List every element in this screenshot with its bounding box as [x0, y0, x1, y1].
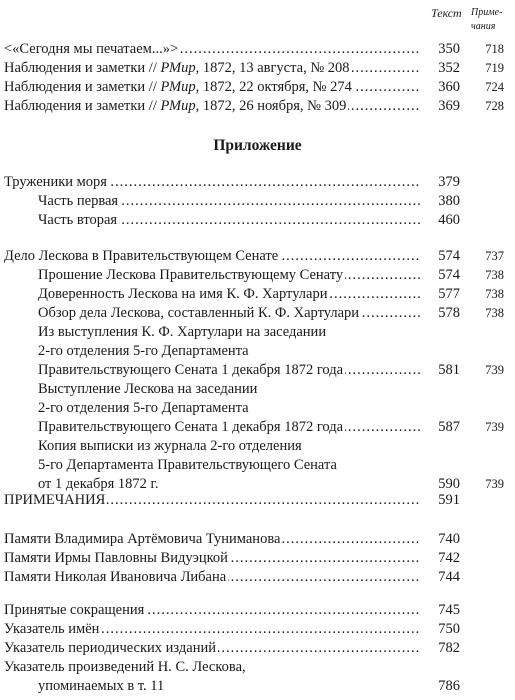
- text-column-header: Текст: [431, 6, 462, 20]
- entry-title: Принятые сокращения: [4, 602, 145, 618]
- toc-entry: [0, 173, 515, 192]
- entry-page: 350: [438, 41, 460, 57]
- entry-title-line: Указатель произведений Н. С. Лескова,: [4, 659, 246, 675]
- entry-note: 719: [485, 61, 504, 75]
- entry-title-line: Копия выписки из журнала 2-го отделения: [38, 438, 302, 454]
- entry-note: 728: [485, 99, 504, 113]
- entry-page: 577: [438, 286, 460, 302]
- appendix-heading: Приложение: [213, 137, 302, 154]
- entry-page: 740: [438, 531, 460, 547]
- entry-title: Доверенность Лескова на имя К. Ф. Хартулари: [38, 286, 328, 302]
- entry-title: Наблюдения и заметки // РМир, 1872, 26 ноября, № 309: [4, 98, 347, 114]
- column-headers: [0, 6, 515, 36]
- toc-entry: [0, 601, 515, 620]
- entry-page: 590: [438, 476, 460, 492]
- entry-title: Наблюдения и заметки // РМир, 1872, 22 октября, № 274: [4, 79, 352, 95]
- entry-page: 782: [438, 640, 460, 656]
- entry-note: 738: [485, 306, 504, 320]
- toc-subentry: [0, 304, 515, 323]
- entry-note: 739: [485, 363, 504, 377]
- toc-subentry: [0, 192, 515, 211]
- entry-title: <«Сегодня мы печатаем...»>: [4, 41, 179, 57]
- entry-page: 369: [438, 98, 460, 114]
- entry-title: Дело Лескова в Правительствующем Сенате: [4, 248, 279, 264]
- entry-page: 581: [438, 362, 460, 378]
- toc-entry: [0, 677, 515, 696]
- entry-note: 738: [485, 268, 504, 282]
- entry-page: 352: [438, 60, 460, 76]
- entry-title: Прошение Лескова Правительствующему Сенату: [38, 267, 344, 283]
- toc-entry: [0, 491, 515, 510]
- toc-entry: [0, 568, 515, 587]
- entry-page: 574: [438, 248, 460, 264]
- toc-subentry: [0, 285, 515, 304]
- toc-subentry: [0, 266, 515, 285]
- entry-title: Памяти Владимира Артёмовича Туниманова: [4, 531, 281, 547]
- toc-entry: [0, 549, 515, 568]
- entry-page: 574: [438, 267, 460, 283]
- entry-title: ПРИМЕЧАНИЯ: [4, 492, 106, 508]
- notes-header-line1: Приме-: [471, 7, 503, 18]
- toc-entry: [0, 97, 515, 116]
- entry-title-line: Выступление Лескова на заседании: [38, 381, 258, 397]
- toc-entry: [0, 247, 515, 266]
- entry-title: Указатель периодических изданий: [4, 640, 216, 656]
- entry-title-line: Из выступления К. Ф. Хартулари на заседании: [38, 324, 327, 340]
- entry-page: 460: [438, 212, 460, 228]
- entry-title: Правительствующего Сената 1 декабря 1872 года: [38, 419, 344, 435]
- entry-page: 745: [438, 602, 460, 618]
- entry-page: 744: [438, 569, 460, 585]
- entry-title: Часть первая: [38, 193, 119, 209]
- entry-title: от 1 декабря 1872 г.: [38, 476, 159, 492]
- entry-title: Наблюдения и заметки // РМир, 1872, 13 августа, № 208: [4, 60, 350, 76]
- entry-note: 718: [485, 42, 504, 56]
- toc-entry: [0, 530, 515, 549]
- entry-title: Часть вторая: [38, 212, 118, 228]
- entry-page: 591: [438, 492, 460, 508]
- toc-subentry: [0, 418, 515, 437]
- toc-entry: [0, 78, 515, 97]
- toc-entry: [0, 620, 515, 639]
- entry-note: 737: [485, 249, 504, 263]
- entry-page: 380: [438, 193, 460, 209]
- entry-title: Обзор дела Лескова, составленный К. Ф. Хартулари: [38, 305, 360, 321]
- entry-title-line: 5-го Департамента Правительствующего Сената: [38, 457, 337, 473]
- entry-note: 739: [485, 420, 504, 434]
- entry-title: упоминаемых в т. 11: [38, 678, 165, 694]
- notes-column-header: [471, 6, 515, 34]
- entry-title: Памяти Ирмы Павловны Видуэцкой: [4, 550, 228, 566]
- toc-entry: [0, 59, 515, 78]
- entry-title: Правительствующего Сената 1 декабря 1872 года: [38, 362, 344, 378]
- toc-subentry: [0, 361, 515, 380]
- entry-page: 379: [438, 174, 460, 190]
- entry-page: 750: [438, 621, 460, 637]
- entry-page: 742: [438, 550, 460, 566]
- entry-page: 786: [438, 678, 460, 694]
- entry-title: Труженики моря: [4, 174, 107, 190]
- toc-subentry: [0, 211, 515, 230]
- entry-note: 738: [485, 287, 504, 301]
- entry-note: 739: [485, 477, 504, 491]
- toc-entry: [0, 639, 515, 658]
- entry-title: Указатель имён: [4, 621, 100, 637]
- entry-title-line: 2-го отделения 5-го Департамента: [38, 343, 249, 359]
- entry-page: 360: [438, 79, 460, 95]
- entry-title-line: 2-го отделения 5-го Департамента: [38, 400, 249, 416]
- notes-header-line2: чания: [471, 21, 496, 32]
- toc-entry: [0, 40, 515, 59]
- entry-page: 587: [438, 419, 460, 435]
- entry-note: 724: [485, 80, 504, 94]
- entry-title: Памяти Николая Ивановича Либана: [4, 569, 227, 585]
- entry-page: 578: [438, 305, 460, 321]
